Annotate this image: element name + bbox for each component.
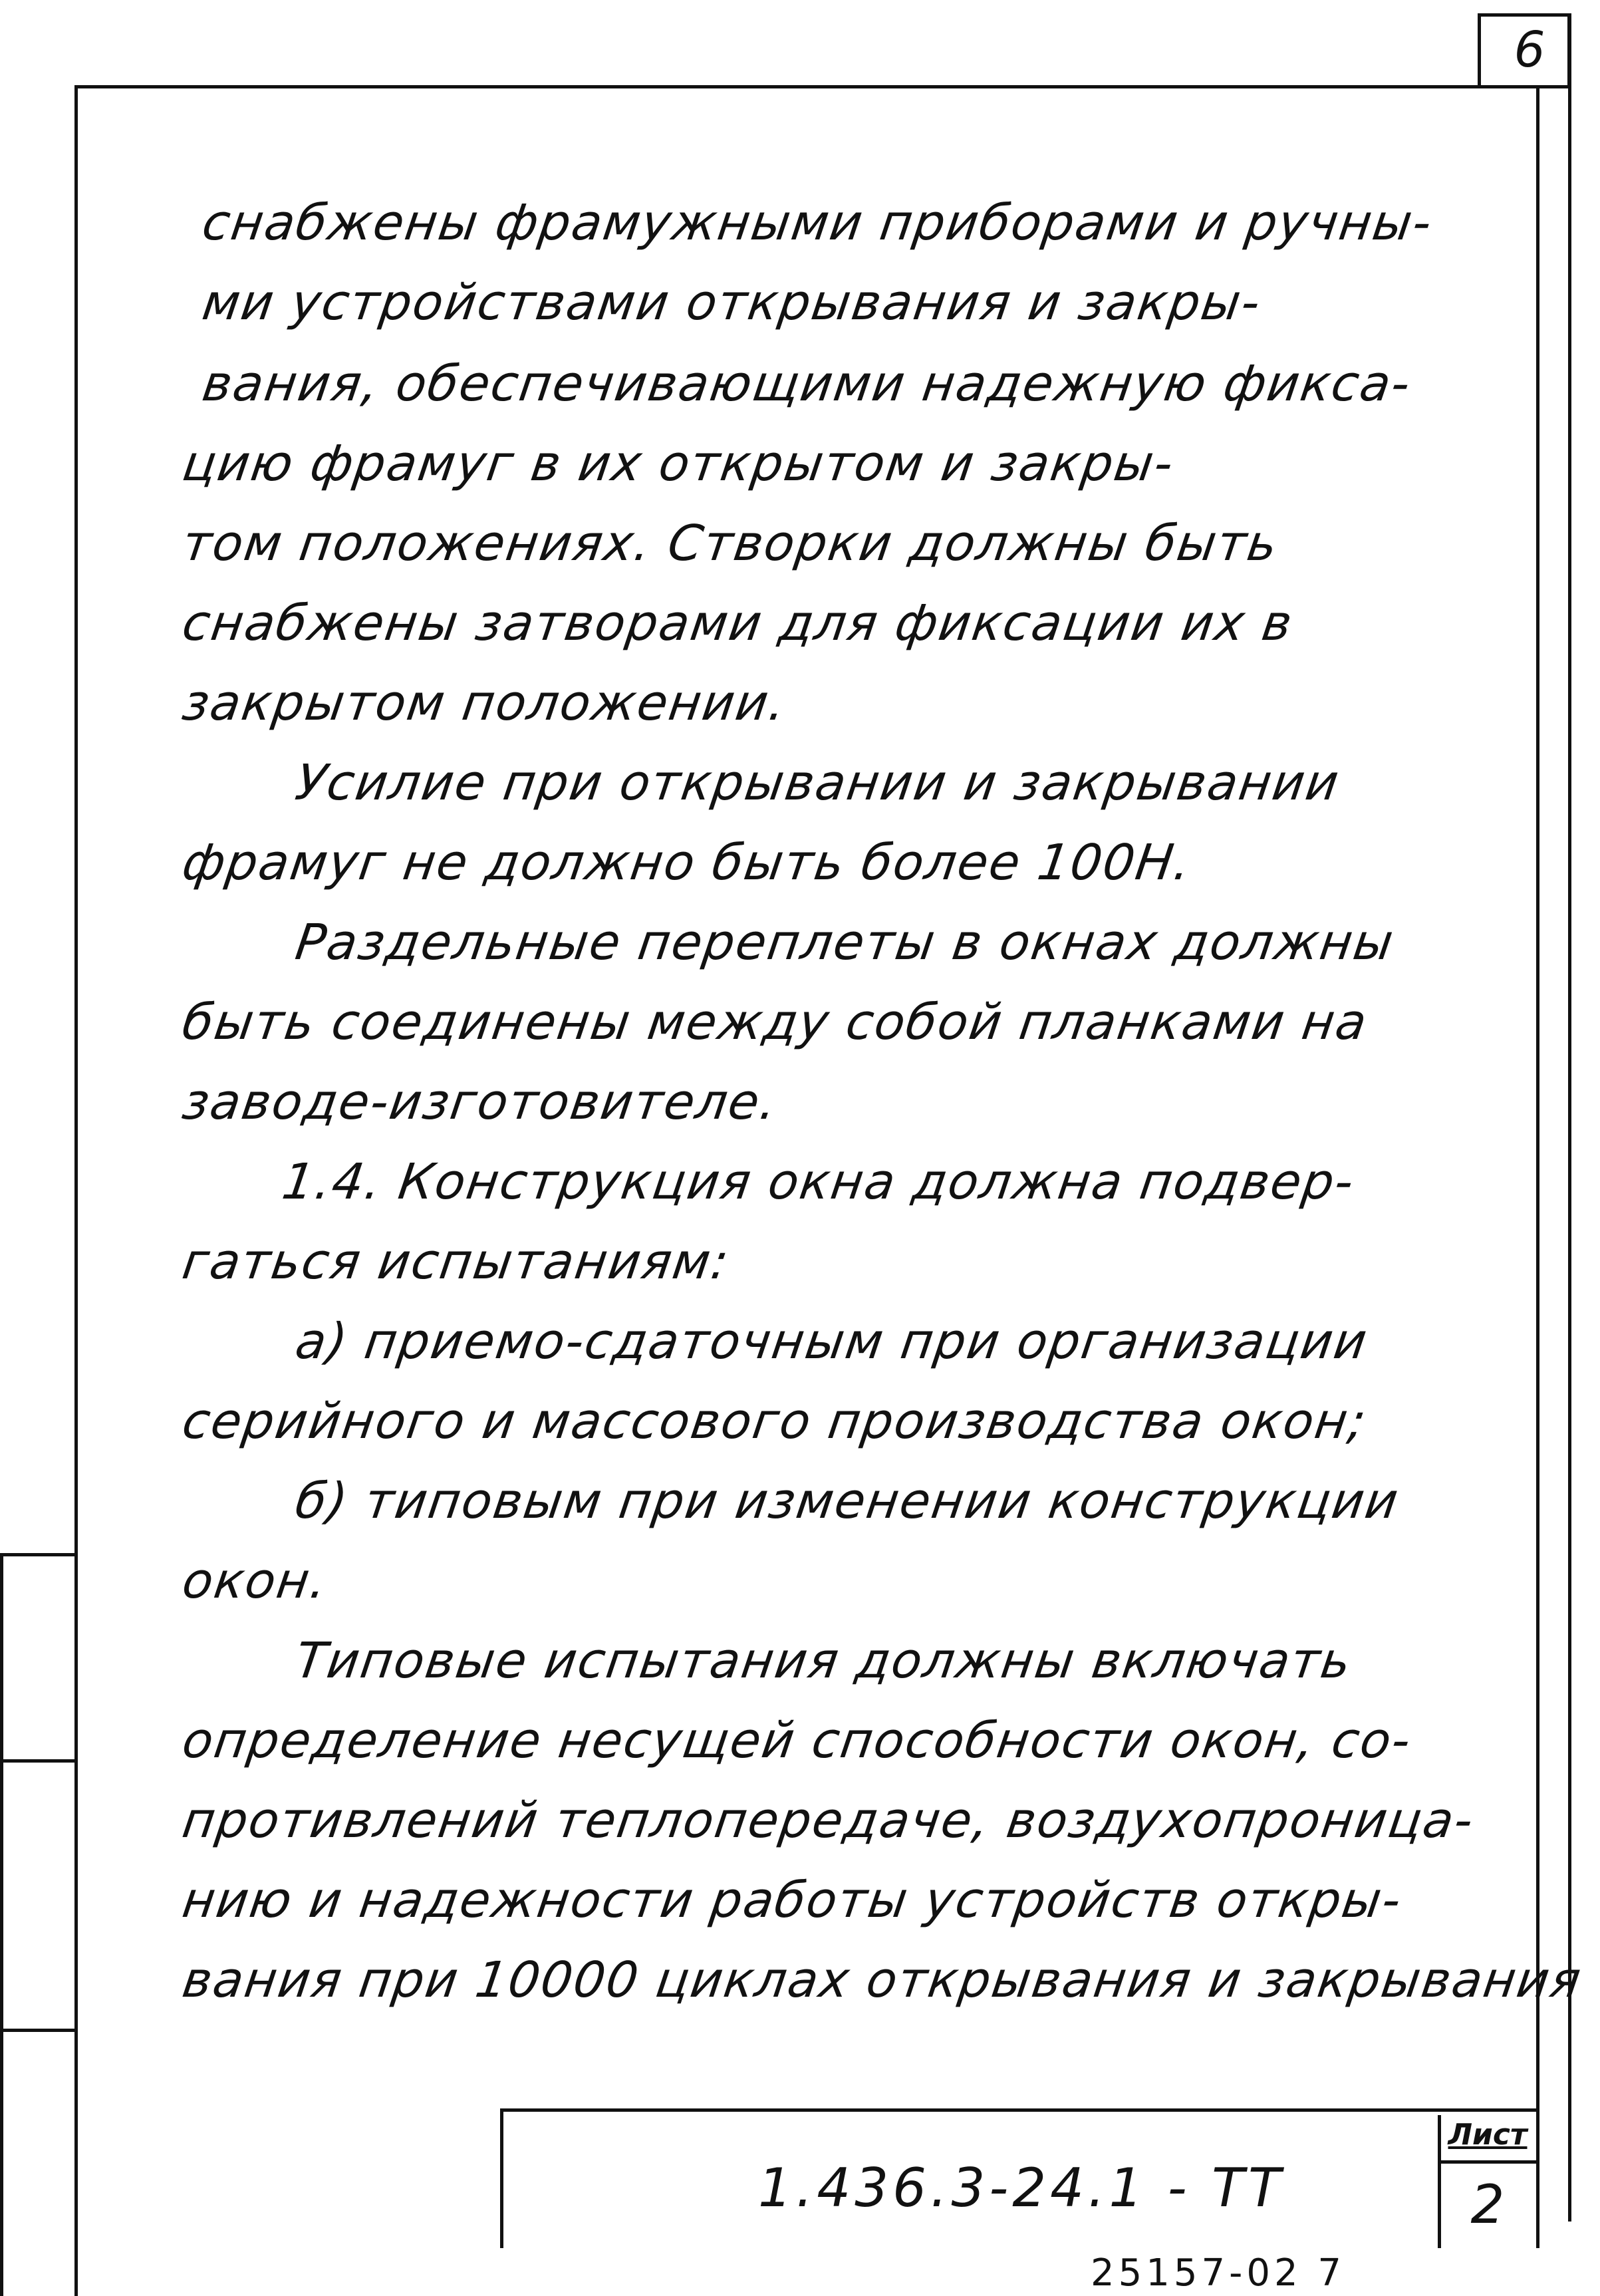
text-line: Типовые испытания должны включать: [292, 1632, 1356, 1689]
left-stamp-strip: [0, 1553, 72, 2296]
text-line: закрытом положении.: [179, 674, 791, 732]
text-line: цию фрамуг в их открытом и закры-: [179, 435, 1178, 492]
stamp-strip-top-line: [0, 1553, 74, 1556]
text-line: 1.4. Конструкция окна должна подвер-: [279, 1153, 1359, 1211]
text-line: окон.: [179, 1552, 332, 1610]
page-corner-number: 6: [1514, 21, 1545, 78]
text-line: ми устройствами открывания и закры-: [199, 274, 1265, 331]
sheet-number: 2: [1470, 2174, 1505, 2235]
text-line: том положениях. Створки должны быть: [179, 515, 1282, 572]
text-line: быть соединены между собой планками на: [179, 994, 1372, 1051]
text-line: вания при 10000 циклах открывания и закрывания: [179, 1951, 1586, 2009]
text-line: нию и надежности работы устройств откры-: [179, 1872, 1406, 1929]
text-line: Усилие при открывании и закрывании: [292, 754, 1343, 811]
text-line: снабжены затворами для фиксации их в: [179, 595, 1297, 652]
text-line: определение несущей способности окон, со-: [179, 1712, 1416, 1769]
stamp-strip-outer-line: [0, 1553, 3, 2296]
frame-top-border: [74, 85, 1571, 88]
text-line: б) типовым при изменении конструкции: [292, 1473, 1403, 1530]
text-line: серийного и массового производства окон;: [179, 1393, 1371, 1450]
frame-right-border: [1536, 85, 1539, 2248]
text-line: снабжены фрамужными приборами и ручны-: [199, 194, 1436, 251]
archive-number: 25157-02 7: [1091, 2251, 1346, 2295]
text-line: вания, обеспечивающими надежную фикса-: [199, 355, 1415, 412]
frame-left-border: [74, 85, 78, 2296]
text-line: а) приемо-сдаточным при организации: [292, 1313, 1372, 1370]
stamp-strip-tick-2: [0, 2029, 74, 2032]
text-line: заводе-изготовителе.: [179, 1074, 781, 1131]
text-line: противлений теплопередаче, воздухопроница-: [179, 1792, 1478, 1849]
sheet-label: Лист: [1448, 2118, 1528, 2152]
document-code: 1.436.3-24.1 - ТТ: [758, 2157, 1285, 2219]
stamp-strip-tick-1: [0, 1759, 74, 1763]
frame-right-outer-border: [1568, 13, 1571, 2222]
text-line: Раздельные переплеты в окнах должны: [292, 914, 1399, 971]
text-line: фрамуг не должно быть более 100Н.: [179, 834, 1196, 891]
sheet-box-divider: [1438, 2160, 1539, 2164]
text-line: гаться испытаниям:: [179, 1233, 733, 1290]
